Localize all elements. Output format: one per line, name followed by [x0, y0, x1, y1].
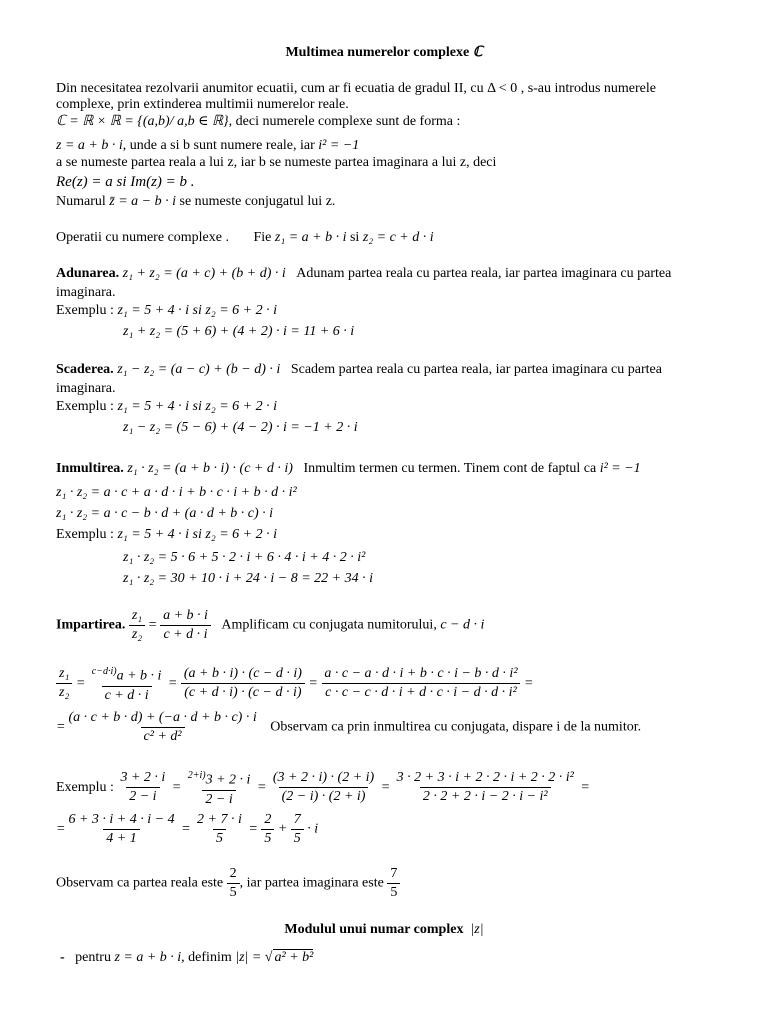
- division-derivation: $\frac{\text{z₁}}{\text{z₂}}$ = $\frac{^{c-d\cdot i)}a + b \cdot i}{c + d \cdot i}$ = $\frac{(a + b \cdot i) \cdot (c - d \cdot i)}{(c + d \cdot i) \cdot (c - d \cdot i)}$ = $\frac{\text{a · c − a · d · i + b · c · i − b · d · i²}}{\text{c · c − c · d · i + d · c · i − d · d · i²}}$ =: [56, 664, 533, 704]
- denominator: c² + d²: [141, 727, 185, 745]
- division-example-1: Exemplu : $\frac{3 + 2 \cdot i}{2 - i}$ = $\frac{^{2+i)}3 + 2 \cdot i}{2 - i}$ = $\frac{(3 + 2 \cdot i) \cdot (2 + i)}{(2 - i) \cdot (2 + i)}$ = $\frac{\text{3 · 2 + 3 · i + 2 · 2 · i + 2 · 2 · i²}}{\text{2 · 2 + 2 · i − 2 · i − i²}}$ =: [56, 770, 590, 807]
- subtraction-heading: Scaderea.: [56, 362, 114, 377]
- example-label: Exemplu :: [56, 527, 114, 542]
- numerator: a + b · i: [163, 608, 208, 623]
- numerator: 7: [390, 866, 398, 881]
- intro-line-3-text: , deci numerele complexe sunt de forma :: [228, 114, 461, 129]
- subtraction-line: [56, 361, 662, 379]
- modulus-title: Modulul unui numar complex: [284, 922, 464, 937]
- intro-line-7: [56, 193, 335, 211]
- denominator: 5: [291, 829, 304, 847]
- fraction-product: [181, 666, 305, 701]
- operations-heading: [56, 229, 434, 247]
- subtraction-example-1: [56, 398, 277, 416]
- division-example-2: = $\frac{6 + 3 \cdot i + 4 \cdot i - 4}{4 + 1}$ = $\frac{2 + 7 \cdot i}{5}$ = $\frac{2}{5}$ + $\frac{7}{5}$ · i: [56, 812, 319, 846]
- operations-title: Operatii cu numere complexe .: [56, 230, 229, 245]
- result-text-pre: Observam ca partea reala este: [56, 875, 224, 891]
- numerator: 2: [264, 812, 272, 827]
- real-part-fraction: [227, 866, 240, 901]
- i-squared: i² = −1: [318, 138, 360, 153]
- si-text: si: [349, 230, 360, 245]
- denominator: z₂: [56, 683, 72, 701]
- subtraction-formula: z₁ − z₂ = (a − c) + (b − d) · i: [117, 362, 281, 377]
- fraction-z1-z2: [129, 608, 145, 643]
- example-fraction-5: [65, 812, 177, 847]
- denominator: z₂: [129, 625, 145, 643]
- fraction-expanded: [321, 666, 520, 701]
- addition-example-2: z₁ + z₂ = (5 + 6) + (4 + 2) · i = 11 + 6 · i: [123, 324, 355, 339]
- multiplication-line-1: z₁ · z₂ = a · c + a · d · i + b · c · i + b · d · i²: [56, 485, 297, 500]
- addition-example-values: z₁ = 5 + 4 · i si z₂ = 6 + 2 · i: [117, 303, 277, 318]
- denominator: 5: [261, 829, 274, 847]
- modulus-text-pre: pentru: [75, 950, 111, 965]
- page-title: [0, 44, 768, 61]
- example-fraction-2: [185, 768, 254, 808]
- intro-line-1: Din necesitatea rezolvarii anumitor ecuatii, cum ar fi ecuatia de gradul II, cu Δ < 0 , s-au introdus numerele: [56, 81, 656, 96]
- division-conclusion: [56, 866, 400, 901]
- example-label: Exemplu :: [56, 303, 114, 318]
- addition-text-2: imaginara.: [56, 285, 116, 300]
- subtraction-example-values: z₁ = 5 + 4 · i si z₂ = 6 + 2 · i: [117, 399, 277, 414]
- z2-definition: z₂ = c + d · i: [362, 230, 434, 245]
- re-im-definition: Re(z) = a si Im(z) = b .: [56, 174, 195, 190]
- conjugate-pre: Numarul: [56, 194, 106, 209]
- modulus-text-mid: , definim: [181, 950, 232, 965]
- result-text-mid: , iar partea imaginara este: [239, 875, 384, 891]
- denominator: c + d · i: [102, 686, 152, 704]
- amplify-mark: c−d·i): [91, 666, 117, 677]
- numerator: (3 + 2 · i) · (2 + i): [272, 770, 375, 786]
- fraction-general: [160, 608, 211, 643]
- denominator: 4 + 1: [103, 829, 139, 847]
- fraction-result: [65, 710, 259, 745]
- example-fraction-8: [291, 812, 304, 847]
- division-text: Amplificam cu conjugata numitorului,: [221, 617, 437, 633]
- multiplication-line: [56, 460, 641, 478]
- i-squared: i² = −1: [599, 461, 641, 476]
- multiplication-example-2: z₁ · z₂ = 5 · 6 + 5 · 2 · i + 6 · 4 · i + 4 · 2 · i²: [123, 550, 366, 565]
- subtraction-text-2: imaginara.: [56, 381, 116, 396]
- numerator: 3 · 2 + 3 · i + 2 · 2 · i + 2 · 2 · i²: [396, 770, 574, 786]
- fie-text: Fie: [253, 230, 272, 245]
- subtraction-example-2: z₁ − z₂ = (5 − 6) + (4 − 2) · i = −1 + 2 · i: [123, 420, 358, 435]
- addition-example-1: [56, 302, 277, 320]
- modulus-formula: |z| = √: [235, 950, 273, 965]
- complex-set-definition: ℂ = ℝ × ℝ = {(a,b)/ a,b ∈ ℝ}: [56, 114, 229, 129]
- numerator: z₁: [131, 608, 143, 623]
- division-observation: Observam ca prin inmultirea cu conjugata, dispare i de la numitor.: [270, 719, 642, 735]
- example-fraction-1: [117, 770, 168, 805]
- numerator: 3 + 2 · i: [205, 772, 251, 788]
- imaginary-part-fraction: [387, 866, 400, 901]
- multiplication-text: Inmultim termen cu termen. Tinem cont de faptul ca: [303, 461, 597, 476]
- title-symbol: ℂ: [472, 45, 483, 60]
- modulus-definition: [60, 950, 313, 966]
- numerator: (a + b · i) · (c − d · i): [183, 666, 302, 682]
- addition-formula: z₁ + z₂ = (a + c) + (b + d) · i: [122, 266, 286, 281]
- intro-line-4-text: , unde a si b sunt numere reale, iar: [122, 138, 315, 153]
- numerator: a + b · i: [116, 668, 162, 684]
- denominator: c · c − c · d · i + d · c · i − d · d · i²: [322, 683, 520, 701]
- fraction-z1-z2: [56, 666, 72, 701]
- denominator: 5: [213, 829, 226, 847]
- modulus-heading: [0, 922, 768, 938]
- numerator: (a · c + b · d) + (−a · d + b · c) · i: [68, 710, 257, 725]
- example-label: Exemplu :: [56, 780, 114, 796]
- intro-line-2: complexe, prin extinderea multimii numerelor reale.: [56, 97, 349, 112]
- intro-line-3: [56, 113, 460, 131]
- division-definition: Impartirea. $\frac{\text{z₁}}{\text{z₂}}$ = $\frac{a + b \cdot i}{c + d \cdot i}$ Amplificam cu conjugata numitorului, c − d · i: [56, 608, 485, 642]
- addition-line: [56, 265, 671, 283]
- denominator: (2 − i) · (2 + i): [279, 787, 369, 805]
- example-fraction-3: [270, 770, 377, 805]
- denominator: c + d · i: [160, 625, 210, 643]
- multiplication-example-3: z₁ · z₂ = 30 + 10 · i + 24 · i − 8 = 22 + 34 · i: [123, 571, 373, 586]
- numerator: 6 + 3 · i + 4 · i − 4: [68, 812, 175, 827]
- example-label: Exemplu :: [56, 399, 114, 414]
- denominator: 2 · 2 + 2 · i − 2 · i − i²: [420, 787, 551, 805]
- conjugate-post: se numeste conjugatul lui z.: [179, 194, 336, 209]
- numerator: 3 + 2 · i: [120, 770, 166, 786]
- example-fraction-4: [394, 770, 577, 805]
- numerator: 2: [229, 866, 237, 881]
- denominator: (c + d · i) · (c − d · i): [181, 683, 304, 701]
- algebraic-form: z = a + b · i: [114, 950, 182, 965]
- intro-line-5: a se numeste partea reala a lui z, iar b se numeste partea imaginara a lui z, deci: [56, 155, 497, 170]
- numerator: 2 + 7 · i: [197, 812, 242, 827]
- multiplication-example-1: [56, 526, 277, 544]
- subtraction-text: Scadem partea reala cu partea reala, iar partea imaginara cu partea: [290, 362, 662, 377]
- denominator: 5: [227, 883, 240, 901]
- addition-text: Adunam partea reala cu partea reala, iar partea imaginara cu partea: [296, 266, 672, 281]
- title-text: Multimea numerelor complexe: [285, 45, 470, 60]
- multiplication-example-values: z₁ = 5 + 4 · i si z₂ = 6 + 2 · i: [117, 527, 277, 542]
- fraction-amplified: [89, 664, 165, 704]
- example-fraction-7: [261, 812, 274, 847]
- denominator: 5: [387, 883, 400, 901]
- division-result: = $\frac{(a \cdot c + b \cdot d) + (-a \cdot d + b \cdot c) \cdot i}{\text{c² + d²}}$ Observam ca prin inmultirea cu conjugata, dispare i de la numitor.: [56, 710, 642, 744]
- algebraic-form: z = a + b · i: [56, 138, 123, 153]
- z1-definition: z₁ = a + b · i: [274, 230, 347, 245]
- division-heading: Impartirea.: [56, 617, 126, 633]
- amplify-mark: 2+i): [187, 770, 206, 781]
- bullet-dash: -: [60, 950, 65, 965]
- conjugate-denominator: c − d · i: [440, 617, 485, 633]
- radicand: a² + b²: [274, 950, 314, 965]
- addition-heading: Adunarea.: [56, 266, 120, 281]
- multiplication-formula: z₁ · z₂ = (a + b · i) · (c + d · i): [127, 461, 293, 476]
- conjugate-formula: z̄ = a − b · i: [109, 194, 176, 209]
- denominator: 2 − i: [202, 790, 235, 808]
- numerator: z₁: [59, 666, 70, 682]
- example-fraction-6: [194, 812, 245, 847]
- numerator: 7: [293, 812, 301, 827]
- denominator: 2 − i: [126, 787, 159, 805]
- multiplication-heading: Inmultirea.: [56, 461, 124, 476]
- intro-line-4: [56, 137, 359, 155]
- numerator: a · c − a · d · i + b · c · i − b · d · i²: [324, 666, 518, 682]
- modulus-symbol: |z|: [470, 922, 484, 937]
- multiplication-line-2: z₁ · z₂ = a · c − b · d + (a · d + b · c) · i: [56, 506, 274, 521]
